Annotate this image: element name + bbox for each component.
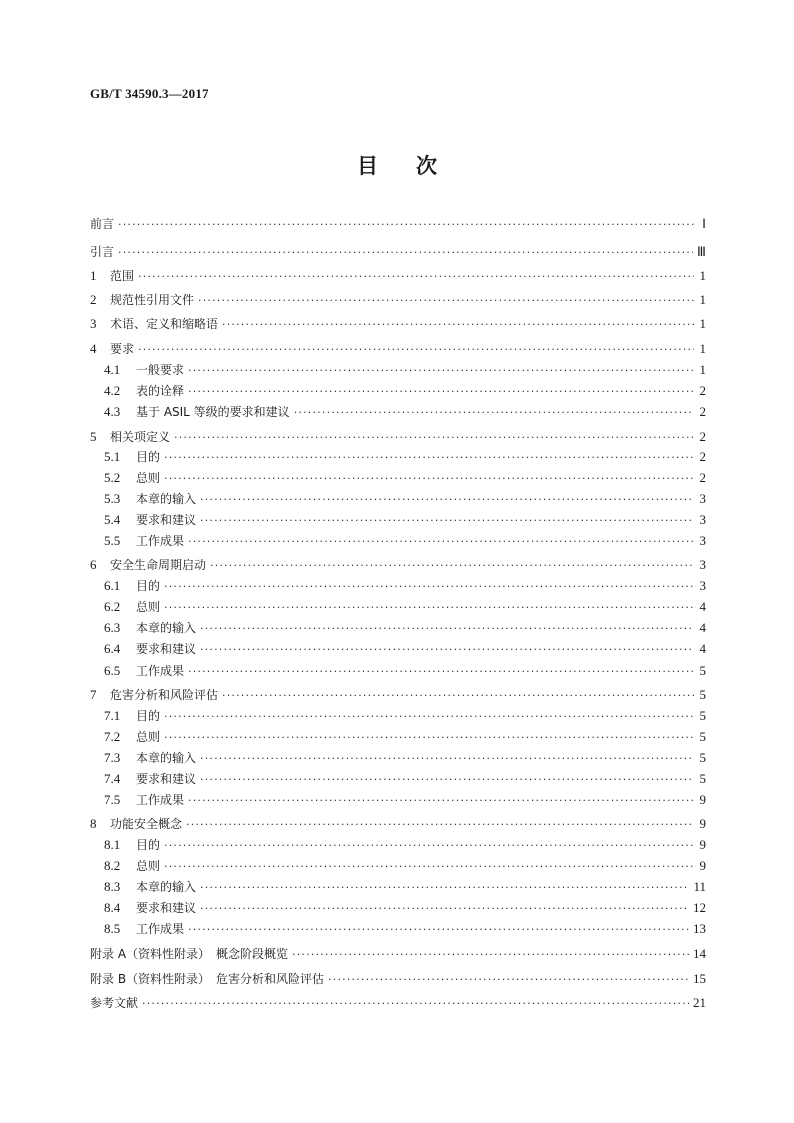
toc-entry-label: 一般要求 (136, 363, 185, 377)
toc-entry-label: 基于 ASIL 等级的要求和建议 (136, 405, 290, 419)
toc-entry-number: 5.4 (104, 512, 121, 527)
toc-entry-page: 1 (699, 362, 706, 377)
toc-entry-page: 3 (699, 557, 706, 572)
toc-entry-number: 7.4 (104, 771, 121, 786)
toc-entry-label: 安全生命周期启动 (110, 558, 207, 572)
toc-entry-label: 总则 (136, 730, 161, 744)
toc-entry-page: 3 (699, 533, 706, 548)
toc-entry-label: 本章的输入 (136, 621, 197, 635)
toc-entry-number: 5.2 (104, 470, 121, 485)
toc-entry-number: 4.1 (104, 362, 121, 377)
toc-entry-page: 4 (699, 641, 706, 656)
toc-entry-label: 范围 (110, 269, 135, 283)
toc-entry-number: 6 (90, 557, 97, 572)
toc-leader-dots (198, 293, 694, 309)
toc-entry-page: 1 (699, 341, 706, 356)
toc-leader-dots (200, 901, 689, 917)
toc-entry[interactable] (90, 268, 706, 285)
toc-entry-page: 1 (699, 316, 706, 331)
toc-entry-number: 8 (90, 816, 97, 831)
toc-entry-page: 1 (699, 292, 706, 307)
toc-entry-page: 11 (693, 879, 706, 894)
toc-entry-number: 8.4 (104, 900, 121, 915)
toc-entry-number: 6.4 (104, 641, 121, 656)
toc-entry-label: 要求和建议 (136, 772, 197, 786)
toc-entry-label: 规范性引用文件 (110, 293, 195, 307)
toc-leader-dots (200, 621, 694, 637)
toc-entry-number: 4 (90, 341, 97, 356)
toc-entry-label: 总则 (136, 600, 161, 614)
toc-entry[interactable] (90, 362, 706, 379)
toc-entry[interactable] (90, 429, 706, 446)
toc-leader-dots (294, 405, 694, 421)
toc-entry-page: 2 (699, 470, 706, 485)
toc-entry-label: 相关项定义 (110, 430, 171, 444)
toc-leader-dots (164, 838, 694, 854)
toc-entry[interactable] (90, 470, 706, 487)
toc-entry-label: 前言 (90, 217, 115, 231)
toc-entry-number: 5.3 (104, 491, 121, 506)
toc-leader-dots (200, 492, 694, 508)
toc-entry[interactable] (90, 816, 706, 833)
toc-entry-page: 9 (699, 858, 706, 873)
toc-leader-dots (164, 600, 694, 616)
toc-entry-page: 3 (699, 491, 706, 506)
toc-entry-number: 7 (90, 687, 97, 702)
toc-leader-dots (164, 730, 694, 746)
toc-entry-page: 14 (693, 946, 706, 961)
toc-entry-number: 8.1 (104, 837, 121, 852)
toc-entry[interactable] (90, 599, 706, 616)
toc-entry-label: 总则 (136, 859, 161, 873)
toc-leader-dots (188, 384, 694, 400)
toc-entry[interactable] (90, 449, 706, 466)
toc-entry-label: 要求 (110, 342, 135, 356)
toc-entry-label: 本章的输入 (136, 492, 197, 506)
toc-entry[interactable] (90, 620, 706, 637)
toc-leader-dots (222, 688, 694, 704)
toc-entry-number: 1 (90, 268, 97, 283)
toc-entry-label: 本章的输入 (136, 880, 197, 894)
toc-leader-dots (188, 363, 694, 379)
toc-entry-page: 21 (693, 995, 706, 1010)
toc-entry[interactable] (90, 557, 706, 574)
toc-entry-page: 9 (699, 792, 706, 807)
toc-entry[interactable] (90, 879, 706, 896)
toc-entry[interactable] (90, 341, 706, 358)
toc-entry[interactable] (90, 750, 706, 767)
toc-entry[interactable] (90, 512, 706, 529)
toc-entry-page: 5 (699, 771, 706, 786)
toc-entry-number: 8.2 (104, 858, 121, 873)
toc-leader-dots (118, 217, 694, 233)
toc-entry-number: 4.3 (104, 404, 121, 419)
toc-entry-label: 功能安全概念 (110, 817, 183, 831)
toc-entry-label: 本章的输入 (136, 751, 197, 765)
toc-leader-dots (200, 513, 694, 529)
toc-entry[interactable] (90, 900, 706, 917)
toc-entry[interactable] (90, 316, 706, 333)
toc-entry-page: 5 (699, 750, 706, 765)
toc-leader-dots (188, 534, 694, 550)
toc-entry-label: 工作成果 (136, 534, 185, 548)
toc-entry-number: 7.5 (104, 792, 121, 807)
toc-entry-label: 总则 (136, 471, 161, 485)
toc-entry-label: 要求和建议 (136, 642, 197, 656)
toc-entry[interactable] (90, 578, 706, 595)
toc-entry-label: 附录 A（资料性附录） 概念阶段概览 (90, 947, 289, 961)
toc-entry-number: 5.1 (104, 449, 121, 464)
toc-leader-dots (186, 817, 694, 833)
toc-entry[interactable] (90, 216, 706, 233)
toc-entry-label: 表的诠释 (136, 384, 185, 398)
toc-leader-dots (210, 558, 694, 574)
toc-entry-page: 2 (699, 449, 706, 464)
toc-entry[interactable] (90, 641, 706, 658)
toc-leader-dots (200, 642, 694, 658)
toc-entry-page: 13 (693, 921, 706, 936)
toc-entry-label: 目的 (136, 579, 161, 593)
toc-entry-label: 目的 (136, 838, 161, 852)
toc-entry[interactable] (90, 858, 706, 875)
toc-entry[interactable] (90, 729, 706, 746)
toc-entry-number: 6.5 (104, 663, 121, 678)
toc-entry[interactable] (90, 971, 706, 988)
toc-leader-dots (188, 922, 689, 938)
toc-entry-number: 8.5 (104, 921, 121, 936)
toc-entry-label: 附录 B（资料性附录） 危害分析和风险评估 (90, 972, 325, 986)
toc-entry-number: 4.2 (104, 383, 121, 398)
toc-entry-page: 9 (699, 816, 706, 831)
toc-entry-page: 15 (693, 971, 706, 986)
toc-entry-label: 危害分析和风险评估 (110, 688, 219, 702)
toc-entry-number: 6.3 (104, 620, 121, 635)
toc-entry-page: 5 (699, 729, 706, 744)
toc-entry[interactable] (90, 292, 706, 309)
toc-entry-page: Ⅰ (702, 216, 706, 231)
toc-leader-dots (118, 245, 693, 261)
toc-leader-dots (164, 859, 694, 875)
toc-leader-dots (292, 947, 689, 963)
toc-entry-number: 5 (90, 429, 97, 444)
toc-entry-label: 工作成果 (136, 664, 185, 678)
toc-entry-label: 工作成果 (136, 793, 185, 807)
toc-entry[interactable] (90, 244, 706, 261)
toc-entry-label: 目的 (136, 709, 161, 723)
toc-leader-dots (164, 471, 694, 487)
toc-leader-dots (142, 996, 689, 1012)
toc-entry-page: 5 (699, 687, 706, 702)
toc-leader-dots (222, 317, 694, 333)
toc-entry-page: 4 (699, 599, 706, 614)
toc-entry-label: 工作成果 (136, 922, 185, 936)
toc-entry-page: 2 (699, 404, 706, 419)
toc-entry-number: 7.2 (104, 729, 121, 744)
toc-entry-label: 术语、定义和缩略语 (110, 317, 219, 331)
toc-entry-label: 要求和建议 (136, 901, 197, 915)
toc-entry-label: 目的 (136, 450, 161, 464)
page-title: 目次 (357, 154, 475, 178)
toc-entry-number: 6.2 (104, 599, 121, 614)
toc-entry-number: 8.3 (104, 879, 121, 894)
toc-leader-dots (200, 751, 694, 767)
toc-entry[interactable] (90, 837, 706, 854)
toc-entry-page: 1 (699, 268, 706, 283)
toc-entry-label: 参考文献 (90, 996, 139, 1010)
toc-entry-page: 5 (699, 663, 706, 678)
toc-leader-dots (174, 430, 694, 446)
toc-leader-dots (200, 880, 689, 896)
toc-entry-page: 5 (699, 708, 706, 723)
toc-leader-dots (188, 793, 694, 809)
toc-entry-number: 5.5 (104, 533, 121, 548)
toc-entry-page: 3 (699, 512, 706, 527)
toc-entry[interactable] (90, 946, 706, 963)
toc-entry-page: 9 (699, 837, 706, 852)
toc-entry-number: 7.3 (104, 750, 121, 765)
toc-entry[interactable] (90, 792, 706, 809)
toc-entry-page: Ⅲ (697, 244, 706, 259)
toc-entry-number: 6.1 (104, 578, 121, 593)
toc-entry-label: 要求和建议 (136, 513, 197, 527)
toc-entry-label: 引言 (90, 245, 115, 259)
toc-entry[interactable] (90, 995, 706, 1012)
toc-entry-page: 3 (699, 578, 706, 593)
toc-entry-number: 3 (90, 316, 97, 331)
toc-leader-dots (328, 972, 689, 988)
toc-leader-dots (200, 772, 694, 788)
toc-entry[interactable] (90, 663, 706, 680)
toc-leader-dots (138, 269, 694, 285)
toc-leader-dots (164, 579, 694, 595)
toc-entry[interactable] (90, 404, 706, 421)
toc-entry[interactable] (90, 921, 706, 938)
toc-entry[interactable] (90, 687, 706, 704)
toc-entry-number: 2 (90, 292, 97, 307)
toc-entry[interactable] (90, 708, 706, 725)
toc-entry-page: 2 (699, 383, 706, 398)
toc-entry-page: 4 (699, 620, 706, 635)
toc-entry[interactable] (90, 491, 706, 508)
document-code: GB/T 34590.3—2017 (90, 86, 209, 101)
toc-entry[interactable] (90, 533, 706, 550)
toc-entry-page: 12 (693, 900, 706, 915)
toc-leader-dots (138, 342, 694, 358)
toc-entry[interactable] (90, 383, 706, 400)
toc-entry-number: 7.1 (104, 708, 121, 723)
toc-entry[interactable] (90, 771, 706, 788)
toc-leader-dots (164, 709, 694, 725)
toc-leader-dots (164, 450, 694, 466)
toc-entry-page: 2 (699, 429, 706, 444)
toc-leader-dots (188, 664, 694, 680)
